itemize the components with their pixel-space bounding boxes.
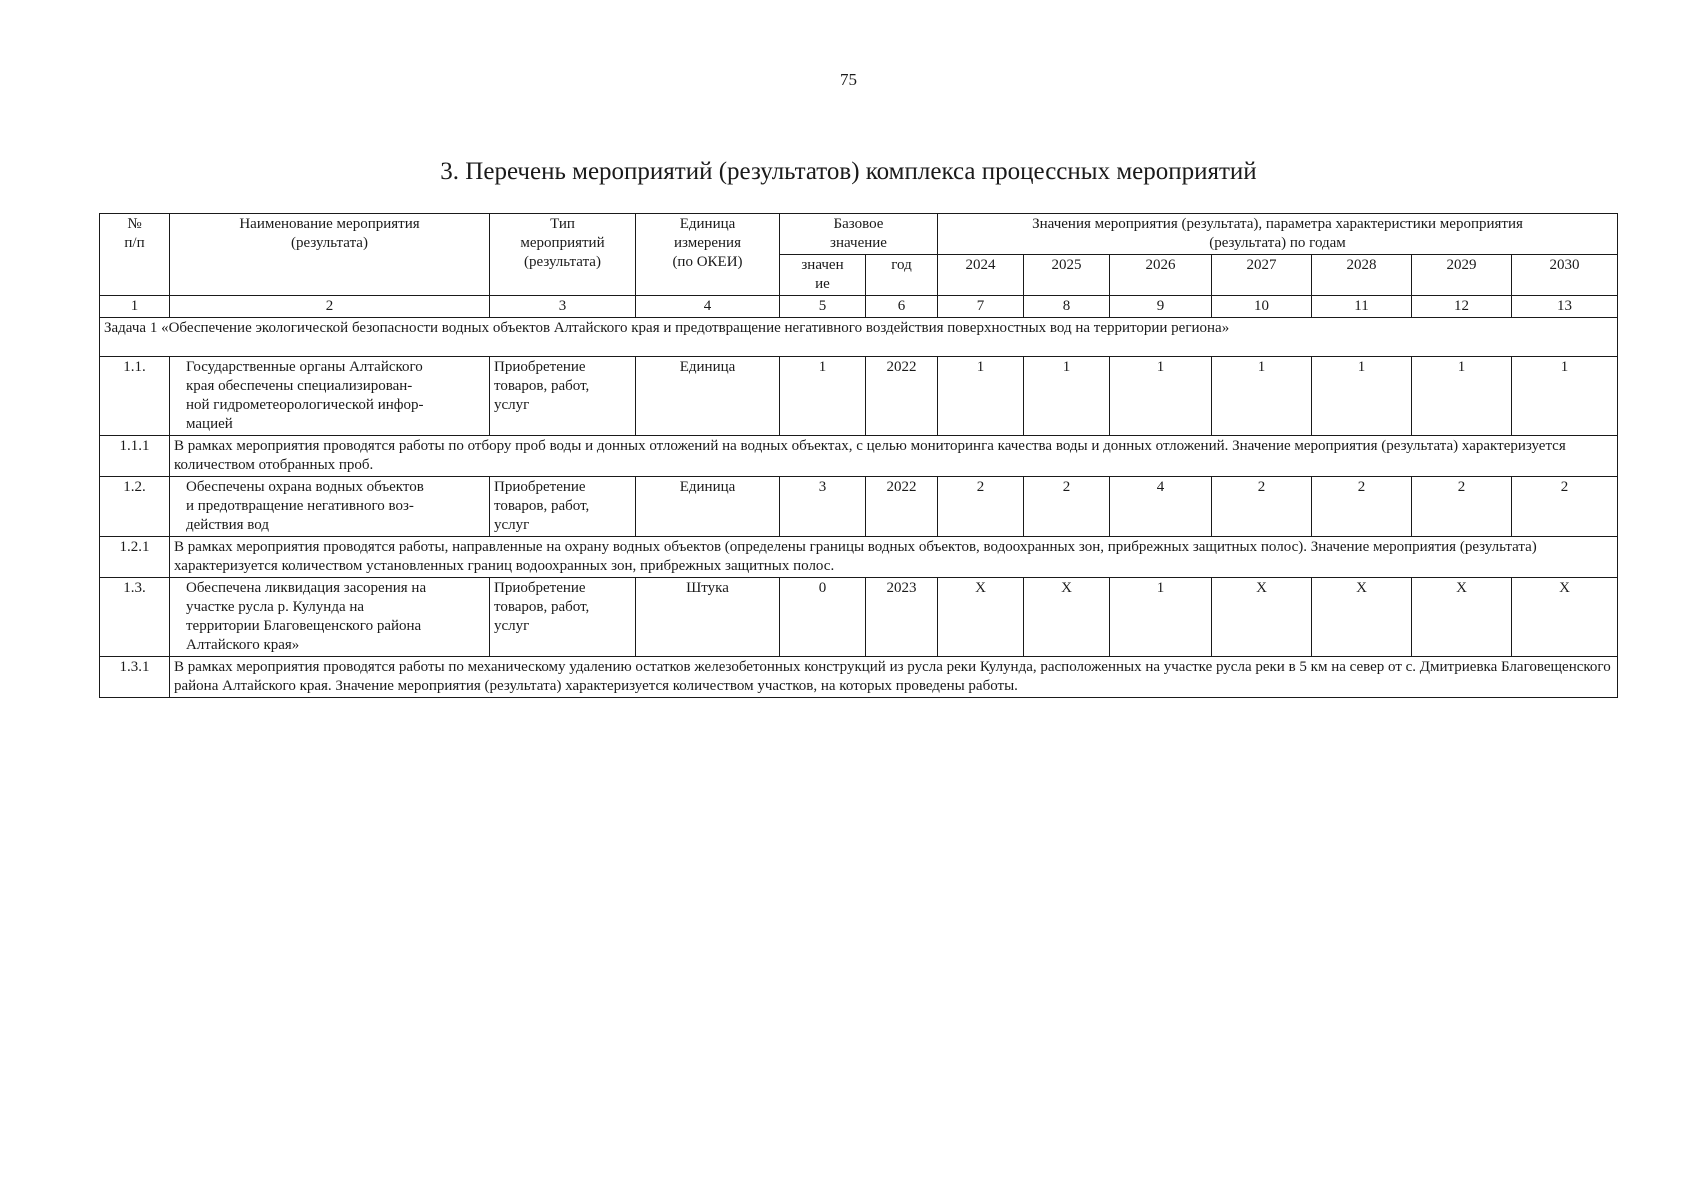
- item-year-value: Х: [1512, 578, 1618, 657]
- header-row: [100, 214, 1618, 255]
- header-name: Наименование мероприятия (результата): [170, 214, 490, 296]
- item-base-value: 3: [780, 477, 866, 537]
- description-num: 1.1.1: [100, 436, 170, 477]
- description-text: В рамках мероприятия проводятся работы по механическому удалению остатков железобетонных конструкций из русла реки Кулунда, расположенных на участке русла реки в 5 км на север от с. Дмитриевка Благовещенского района Алтайского края. Значение мероприятия (результата) характеризуется количеством участков, на которых проведены работы.: [170, 657, 1618, 698]
- header-year: 2026: [1110, 255, 1212, 296]
- item-year-value: 1: [1110, 578, 1212, 657]
- item-year-value: 2: [1312, 477, 1412, 537]
- item-base-year: 2023: [866, 578, 938, 657]
- header-year: 2028: [1312, 255, 1412, 296]
- item-unit: Единица: [636, 357, 780, 436]
- header-values: Значения мероприятия (результата), параметра характеристики мероприятия (результата) по годам: [938, 214, 1618, 255]
- item-year-value: 2: [1512, 477, 1618, 537]
- item-base-year: 2022: [866, 357, 938, 436]
- description-row: [100, 436, 1618, 477]
- item-year-value: 1: [1110, 357, 1212, 436]
- column-number: 8: [1024, 296, 1110, 318]
- description-num: 1.2.1: [100, 537, 170, 578]
- description-num: 1.3.1: [100, 657, 170, 698]
- column-number: 11: [1312, 296, 1412, 318]
- item-unit: Штука: [636, 578, 780, 657]
- header-base: Базовое значение: [780, 214, 938, 255]
- column-number: 12: [1412, 296, 1512, 318]
- item-year-value: Х: [938, 578, 1024, 657]
- header-num: № п/п: [100, 214, 170, 296]
- column-number: 1: [100, 296, 170, 318]
- column-number: 4: [636, 296, 780, 318]
- header-year: 2030: [1512, 255, 1618, 296]
- item-base-value: 1: [780, 357, 866, 436]
- column-number: 2: [170, 296, 490, 318]
- table-row: [100, 357, 1618, 436]
- column-number: 6: [866, 296, 938, 318]
- item-num: 1.2.: [100, 477, 170, 537]
- item-unit: Единица: [636, 477, 780, 537]
- item-year-value: Х: [1312, 578, 1412, 657]
- header-year: 2025: [1024, 255, 1110, 296]
- item-year-value: 2: [1212, 477, 1312, 537]
- item-year-value: 1: [1024, 357, 1110, 436]
- column-number: 13: [1512, 296, 1618, 318]
- page-title: 3. Перечень мероприятий (результатов) комплекса процессных мероприятий: [440, 158, 1257, 185]
- item-year-value: Х: [1024, 578, 1110, 657]
- header-type: Тип мероприятий (результата): [490, 214, 636, 296]
- events-table: [99, 213, 1618, 698]
- item-year-value: 1: [938, 357, 1024, 436]
- description-text: В рамках мероприятия проводятся работы, направленные на охрану водных объектов (определены границы водных объектов, водоохранных зон, прибрежных защитных полос). Значение мероприятия (результата) характеризуется количеством установленных границ водоохранных зон, прибрежных защитных полос.: [170, 537, 1618, 578]
- item-num: 1.1.: [100, 357, 170, 436]
- description-row: [100, 657, 1618, 698]
- description-row: [100, 537, 1618, 578]
- item-type: Приобретение товаров, работ, услуг: [490, 578, 636, 657]
- item-base-value: 0: [780, 578, 866, 657]
- item-year-value: Х: [1212, 578, 1312, 657]
- column-number-row: [100, 296, 1618, 318]
- events-table-body: [100, 214, 1618, 698]
- table-row: [100, 477, 1618, 537]
- description-text: В рамках мероприятия проводятся работы по отбору проб воды и донных отложений на водных объектах, с целью мониторинга качества воды и донных отложений. Значение мероприятия (результата) характеризуется количеством отобранных проб.: [170, 436, 1618, 477]
- header-base-value: значен ие: [780, 255, 866, 296]
- task-text: Задача 1 «Обеспечение экологической безопасности водных объектов Алтайского края и предотвращение негативного воздействия поверхностных вод на территории региона»: [100, 318, 1618, 357]
- header-year: 2029: [1412, 255, 1512, 296]
- item-name: Государственные органы Алтайского края обеспечены специализирован- ной гидрометеорологической инфор- мацией: [170, 357, 490, 436]
- column-number: 10: [1212, 296, 1312, 318]
- column-number: 3: [490, 296, 636, 318]
- item-year-value: Х: [1412, 578, 1512, 657]
- item-num: 1.3.: [100, 578, 170, 657]
- page-number: 75: [840, 70, 857, 89]
- item-year-value: 4: [1110, 477, 1212, 537]
- item-year-value: 2: [1024, 477, 1110, 537]
- table-row: [100, 578, 1618, 657]
- item-year-value: 1: [1212, 357, 1312, 436]
- header-year: 2024: [938, 255, 1024, 296]
- header-base-year: год: [866, 255, 938, 296]
- column-number: 7: [938, 296, 1024, 318]
- item-year-value: 1: [1412, 357, 1512, 436]
- header-year: 2027: [1212, 255, 1312, 296]
- item-year-value: 1: [1512, 357, 1618, 436]
- item-base-year: 2022: [866, 477, 938, 537]
- item-name: Обеспечены охрана водных объектов и предотвращение негативного воз- действия вод: [170, 477, 490, 537]
- task-row: [100, 318, 1618, 357]
- column-number: 9: [1110, 296, 1212, 318]
- item-year-value: 2: [938, 477, 1024, 537]
- item-year-value: 2: [1412, 477, 1512, 537]
- column-number: 5: [780, 296, 866, 318]
- item-name: Обеспечена ликвидация засорения на участке русла р. Кулунда на территории Благовещенского района Алтайского края»: [170, 578, 490, 657]
- item-year-value: 1: [1312, 357, 1412, 436]
- item-type: Приобретение товаров, работ, услуг: [490, 357, 636, 436]
- item-type: Приобретение товаров, работ, услуг: [490, 477, 636, 537]
- header-unit: Единица измерения (по ОКЕИ): [636, 214, 780, 296]
